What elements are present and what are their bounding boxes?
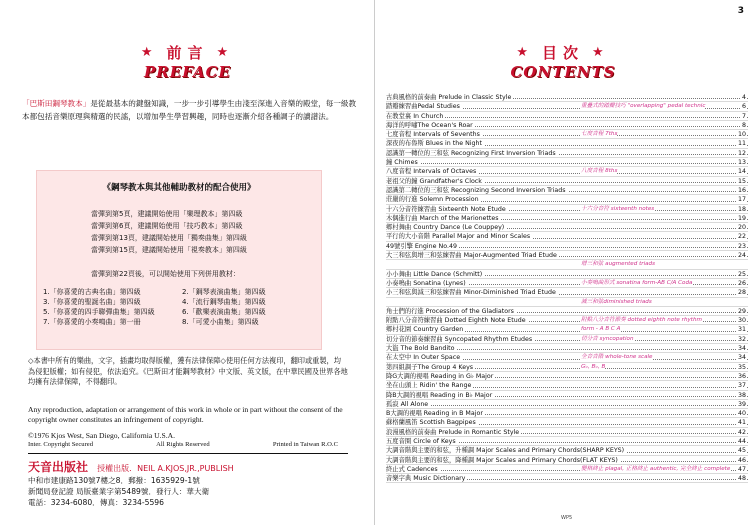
toc-row[interactable] bbox=[386, 279, 748, 288]
toc-title: 踏瓣練習曲Pedal Studies bbox=[386, 103, 460, 111]
toc-title: 八度音程 Intervals of Octaves bbox=[386, 168, 477, 176]
toc-page-number: 26 bbox=[737, 279, 746, 287]
toc-page-number: 25 bbox=[737, 270, 746, 278]
toc-row[interactable] bbox=[386, 400, 748, 409]
toc-title: 認識第一轉位的三和弦 Recognizing First Inversion Triads bbox=[386, 149, 556, 157]
toc-page-number: 22 bbox=[737, 233, 746, 241]
toc-leader bbox=[386, 405, 748, 406]
rights-reserved: All Rights Reserved bbox=[156, 441, 210, 448]
printed-in: Printed in Taiwan R.O.C bbox=[272, 441, 338, 448]
toc-row[interactable] bbox=[386, 428, 748, 437]
toc-title: 孤寂 All Alone bbox=[386, 400, 429, 408]
contents-title-cn: 目次 bbox=[541, 44, 584, 62]
toc-title: 古典風格的前奏曲 Prelude in Classic Style bbox=[386, 94, 512, 101]
toc-row[interactable] bbox=[386, 335, 748, 344]
toc-title: 角士們的行進 Procession of the Gladiators bbox=[386, 307, 514, 315]
toc-row[interactable] bbox=[386, 177, 748, 186]
toc-note: 十六分音符 sixteenth notes bbox=[581, 205, 654, 214]
toc-title: 在教堂裏 In Church bbox=[386, 112, 444, 120]
toc-page-number: 41 bbox=[737, 419, 746, 427]
toc-note: G♭, B♭, B bbox=[581, 363, 605, 372]
toc-title: 鄉村花園 Country Garden bbox=[386, 326, 464, 334]
toc-title: 大盜 The Bold Bandito bbox=[386, 345, 455, 353]
toc-title: 海洋的呼嘯The Ocean's Roar bbox=[386, 121, 473, 129]
toc-row[interactable] bbox=[386, 195, 748, 204]
book-item: 4.「流行鋼琴曲集」第四級 bbox=[182, 298, 266, 306]
toc-title: 小小舞曲 Little Dance (Schmitt) bbox=[386, 270, 483, 278]
toc-title: 降G大調的視唱 Reading in G♭ Major bbox=[386, 372, 494, 380]
toc-row[interactable] bbox=[386, 130, 748, 139]
toc-title: 大三和弦與增三和弦練習曲 Major-Augmented Triad Etude bbox=[386, 252, 557, 260]
toc-page-number: 10 bbox=[737, 131, 746, 139]
toc-page-number: 15 bbox=[737, 177, 746, 185]
book-item: 7.「你喜愛的小奏鳴曲」第一冊 bbox=[43, 318, 141, 326]
toc-note: form - A B C A bbox=[581, 325, 620, 334]
copyright-notice-cn: ◇本書中所有的樂曲，文字，插畫均取得版權，獲有法律保障◇使用任何方法複印，翻印或重製，均為侵犯版權；如有侵犯，依法追究。《巴斯田才能鋼琴教材》中文版、英文版，在中華民國及世界各地均擁有法律保障，不得翻印。 bbox=[28, 356, 348, 386]
box-line: 當彈到第13頁，建議開始使用「獨奏曲集」第四級 bbox=[91, 234, 247, 242]
toc-title: 附點八分音符練習曲 Dotted Eighth Note Etude bbox=[386, 317, 526, 325]
toc-title: 小奏鳴曲 Sonatina (Lynes) bbox=[386, 279, 466, 287]
toc-row[interactable] bbox=[386, 325, 748, 334]
toc-note: 小奏鳴曲形式 sonatina form-AB C/A Coda bbox=[581, 279, 692, 288]
toc-title: 鐘 Chimes bbox=[386, 159, 418, 167]
toc-note: 附點八分音符節奏 dotted eighth note rhythm bbox=[581, 316, 702, 325]
toc-row[interactable] bbox=[386, 437, 748, 446]
toc-page-number: 17 bbox=[737, 196, 746, 204]
toc-row[interactable] bbox=[386, 242, 748, 251]
toc-page-number: 46 bbox=[737, 456, 746, 464]
toc-row[interactable] bbox=[386, 260, 748, 269]
toc-note: 七度音程 7ths bbox=[581, 130, 617, 139]
contents-title-en: CONTENTS bbox=[510, 63, 616, 81]
toc-title: 在太空中 In Outer Space bbox=[386, 354, 461, 362]
toc-page-number: 23 bbox=[737, 242, 746, 250]
toc-row[interactable] bbox=[386, 102, 748, 111]
toc-title: 老祖父的鐘 Grandfather's Clock bbox=[386, 177, 482, 185]
box-line-22: 當彈到第22頁後，可以開始使用下列併用教材： bbox=[91, 270, 240, 278]
copyright-secured: Inter. Copyright Secured bbox=[28, 441, 94, 448]
toc-title: 平行的大小音階 Parallel Major and Minor Scales bbox=[386, 233, 531, 241]
toc-row[interactable] bbox=[386, 288, 748, 297]
toc-row[interactable] bbox=[386, 167, 748, 176]
toc-page-number: 20 bbox=[737, 224, 746, 232]
toc-title: 大調音階與主要的和弦，降種調 Major Scales and Primary Chords(FLAT KEYS) bbox=[386, 456, 618, 464]
toc-note: 全音音階 whole-tone scale bbox=[581, 353, 653, 362]
toc-note: 增三和弦 augmented triads bbox=[581, 260, 655, 269]
toc-page-number: 8 bbox=[741, 121, 746, 129]
toc-row[interactable] bbox=[386, 344, 748, 353]
toc-title: 蘇格蘭風笛 Scottish Bagpipes bbox=[386, 419, 476, 427]
box-line: 當彈到第5頁，建議開始使用「樂理教本」第四級 bbox=[91, 210, 243, 218]
toc-row[interactable] bbox=[386, 186, 748, 195]
toc-page-number: 19 bbox=[737, 214, 746, 222]
star-icon: ★ bbox=[592, 45, 610, 60]
toc-row[interactable] bbox=[386, 409, 748, 418]
toc-page-number: 6 bbox=[741, 103, 746, 111]
intro-text: 是從最基本的鍵盤知識，一步一步引導學生由淺至深進入音樂的殿堂，每一級教本都包括音樂原理與精選的民謠，以增加學生學習興趣，同時也逐漸介紹各種調子的讀譜法。 bbox=[22, 99, 357, 121]
toc-leader bbox=[386, 163, 748, 164]
toc-title: 十六分音符練習曲 Sixteenth Note Etude bbox=[386, 205, 506, 213]
toc-note: 變格終止 plagal, 正格終止 authentic, 完全終止 complete bbox=[581, 465, 730, 474]
book-item: 3.「你喜愛的聖誕名曲」第四級 bbox=[43, 298, 141, 306]
page-number: 3 bbox=[737, 6, 744, 16]
toc-page-number: 28 bbox=[737, 289, 746, 297]
toc-row[interactable] bbox=[386, 93, 748, 102]
toc-page-number: 38 bbox=[737, 391, 746, 399]
toc-note: 重疊式的踏瓣技巧 "overlapping" pedal technic bbox=[581, 102, 705, 111]
book-list bbox=[43, 287, 317, 327]
preface-header bbox=[0, 42, 375, 81]
contents-header bbox=[376, 42, 750, 81]
table-of-contents bbox=[386, 93, 748, 483]
toc-row[interactable] bbox=[386, 270, 748, 279]
toc-page-number: 34 bbox=[737, 354, 746, 362]
toc-row[interactable] bbox=[386, 465, 748, 474]
toc-page-number: 24 bbox=[737, 252, 746, 260]
toc-page-number: 14 bbox=[737, 168, 746, 176]
toc-title: 第四組調子The Group 4 Keys bbox=[386, 363, 474, 371]
toc-title: 切分音的節奏練習曲 Syncopated Rhythm Etudes bbox=[386, 335, 533, 343]
toc-row[interactable] bbox=[386, 232, 748, 241]
toc-page-number: 31 bbox=[737, 326, 746, 334]
toc-page-number: 16 bbox=[737, 186, 746, 194]
preface-intro bbox=[22, 97, 357, 123]
toc-page-number: 11 bbox=[737, 140, 746, 148]
toc-page-number: 12 bbox=[737, 149, 746, 157]
publisher-block bbox=[28, 453, 348, 508]
book-item: 5.「你喜愛的四手聯彈曲集」第四級 bbox=[43, 308, 155, 316]
toc-title: 降B大調的視唱 Reading in B♭ Major bbox=[386, 391, 493, 399]
toc-page-number: 37 bbox=[737, 382, 746, 390]
box-title: 《鋼琴教本與其他輔助教材的配合使用》 bbox=[102, 183, 256, 193]
toc-title: 浪漫風格的前奏曲 Prelude in Romantic Style bbox=[386, 428, 520, 436]
toc-page-number: 42 bbox=[737, 428, 746, 436]
toc-title: 鄉村舞曲 Country Dance (Le Couppey) bbox=[386, 224, 505, 232]
toc-title: 大調音階與主要的和弦，升種調 Major Scales and Primary Chords(SHARP KEYS) bbox=[386, 447, 625, 455]
box-line: 當彈到第6頁，建議開始使用「技巧教本」第四級 bbox=[91, 222, 243, 230]
toc-title: 五度音圈 Circle of Keys bbox=[386, 437, 456, 445]
toc-page-number: 40 bbox=[737, 410, 746, 418]
toc-page-number: 35 bbox=[737, 363, 746, 371]
toc-row[interactable] bbox=[386, 418, 748, 427]
toc-title: 小三和弦與減三和弦練習曲 Minor-Diminished Triad Etude bbox=[386, 289, 556, 297]
toc-page-number: 44 bbox=[737, 437, 746, 445]
publisher-sub: 授權出版．NEIL A.KJOS,JR.,PUBLISH bbox=[97, 464, 234, 473]
toc-page-number: 47 bbox=[737, 465, 746, 473]
toc-page-number: 18 bbox=[737, 205, 746, 213]
toc-row[interactable] bbox=[386, 158, 748, 167]
toc-row[interactable] bbox=[386, 316, 748, 325]
toc-title: 終止式 Cadences bbox=[386, 465, 438, 473]
toc-page-number: 36 bbox=[737, 372, 746, 380]
star-icon: ★ bbox=[216, 45, 235, 60]
toc-page-number: 34 bbox=[737, 345, 746, 353]
publisher-name: 天音出版社 bbox=[28, 460, 89, 474]
toc-row[interactable] bbox=[386, 381, 748, 390]
right-page bbox=[376, 0, 750, 525]
star-icon: ★ bbox=[140, 45, 159, 60]
toc-title: 莊嚴的行進 Solemn Procession bbox=[386, 196, 479, 204]
book-item: 6.「歡樂表演曲集」第四級 bbox=[182, 308, 266, 316]
copyright-line: ©1976 Kjos West, San Diego, California U.S.A. bbox=[28, 431, 175, 440]
toc-note: 八度音程 8ths bbox=[581, 167, 617, 176]
toc-row[interactable] bbox=[386, 149, 748, 158]
toc-row[interactable] bbox=[386, 363, 748, 372]
toc-page-number: 32 bbox=[737, 335, 746, 343]
toc-row[interactable] bbox=[386, 298, 748, 307]
toc-row[interactable] bbox=[386, 139, 748, 148]
toc-title: 認識第二轉位的三和弦 Recognizing Second Inversion Triads bbox=[386, 186, 566, 194]
star-icon: ★ bbox=[516, 45, 534, 60]
toc-title: 坐在山頭上 Ridin' the Range bbox=[386, 382, 472, 390]
book-item: 2.「鋼琴表演曲集」第四級 bbox=[182, 288, 266, 296]
toc-page-number: 45 bbox=[737, 447, 746, 455]
toc-title: 音樂字典 Music Dictionary bbox=[386, 475, 466, 483]
copyright-bottom bbox=[28, 441, 338, 448]
toc-note: 減三和弦diminished triads bbox=[581, 298, 652, 307]
toc-row[interactable] bbox=[386, 353, 748, 362]
preface-title-en: PREFACE bbox=[144, 63, 231, 81]
box-line: 當彈到第15頁，建議開始使用「視奏教本」第四級 bbox=[91, 246, 247, 254]
toc-page-number: 7 bbox=[741, 112, 746, 120]
copyright-notice-en: Any reproduction, adaptation or arrangement of this work in whole or in part without the consent of the copyright owner constitutes an infringement of copyright. bbox=[28, 405, 343, 424]
toc-row[interactable] bbox=[386, 251, 748, 260]
toc-page-number: 48 bbox=[737, 475, 746, 483]
toc-page-number: 29 bbox=[737, 307, 746, 315]
toc-row[interactable] bbox=[386, 372, 748, 381]
supplementary-materials-box bbox=[36, 170, 322, 350]
box-instructions bbox=[91, 208, 247, 256]
footer-code: WP5 bbox=[561, 515, 573, 521]
toc-row[interactable] bbox=[386, 121, 748, 130]
toc-row[interactable] bbox=[386, 112, 748, 121]
toc-note: 切分音 syncopation bbox=[581, 335, 634, 344]
toc-row[interactable] bbox=[386, 205, 748, 214]
toc-title: 七度音程 Intervals of Sevenths bbox=[386, 131, 480, 139]
toc-row[interactable] bbox=[386, 307, 748, 316]
toc-title: 深夜的布魯斯 Blues in the Night bbox=[386, 140, 482, 148]
toc-row[interactable] bbox=[386, 391, 748, 400]
book-item: 8.「可愛小曲集」第四級 bbox=[182, 318, 259, 326]
toc-page-number: 13 bbox=[737, 159, 746, 167]
toc-row[interactable] bbox=[386, 456, 748, 465]
toc-row[interactable] bbox=[386, 214, 748, 223]
toc-title: 49號引擎 Engine No.49 bbox=[386, 242, 457, 250]
publisher-license: 新聞局登記證 局版臺業字第5489號．發行人：華大衛 bbox=[28, 487, 210, 496]
toc-row[interactable] bbox=[386, 474, 748, 483]
intro-highlight: 「巴斯田鋼琴教本」 bbox=[22, 99, 91, 108]
publisher-address: 中和市建康路130號7樓之8．郵撥：1635929-1號 bbox=[28, 476, 200, 485]
toc-page-number: 4 bbox=[741, 94, 746, 101]
toc-title: 木偶進行曲 March of the Marionettes bbox=[386, 214, 499, 222]
toc-row[interactable] bbox=[386, 223, 748, 232]
toc-title: B大調的視唱 Reading in B Major bbox=[386, 410, 483, 418]
preface-title-cn: 前言 bbox=[166, 44, 209, 62]
toc-page-number: 39 bbox=[737, 400, 746, 408]
toc-page-number: 30 bbox=[737, 317, 746, 325]
toc-row[interactable] bbox=[386, 446, 748, 455]
book-item: 1.「你喜愛的古典名曲」第四級 bbox=[43, 288, 141, 296]
publisher-phone: 電話：3234-6080．傳真：3234-5596 bbox=[28, 498, 164, 507]
